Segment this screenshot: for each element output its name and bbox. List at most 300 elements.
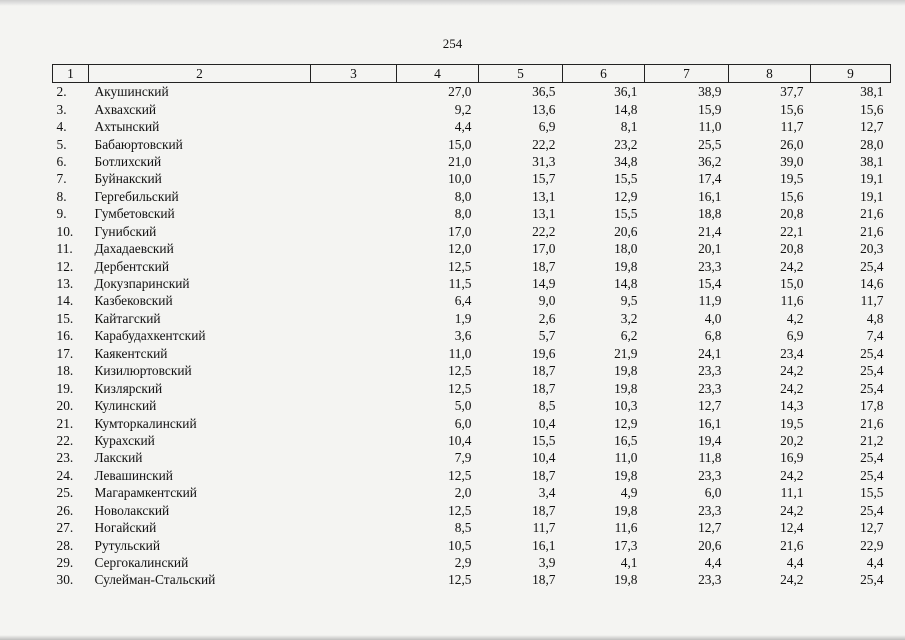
district-name: Гумбетовский bbox=[94, 206, 175, 222]
cell-col-8: 11,7 bbox=[780, 119, 804, 135]
cell-col-4: 8,0 bbox=[454, 206, 472, 222]
cell-col-7: 18,8 bbox=[698, 206, 722, 222]
cell-col-5: 17,0 bbox=[532, 241, 556, 257]
row-number: 4. bbox=[56, 119, 67, 135]
column-header-2: 2 bbox=[89, 65, 311, 83]
cell-col-6: 19,8 bbox=[614, 467, 638, 483]
cell-col-4: 12,5 bbox=[448, 380, 472, 396]
cell-col-8: 12,4 bbox=[780, 520, 804, 536]
row-number: 2. bbox=[56, 84, 67, 100]
cell-col-5: 13,6 bbox=[532, 101, 556, 117]
cell-col-6: 18,0 bbox=[614, 241, 638, 257]
cell-col-9: 28,0 bbox=[860, 136, 884, 152]
cell-col-3 bbox=[311, 275, 397, 292]
cell-col-4: 15,0 bbox=[448, 136, 472, 152]
cell-col-5: 13,1 bbox=[532, 206, 556, 222]
cell-col-3 bbox=[311, 223, 397, 240]
cell-col-9: 20,3 bbox=[860, 241, 884, 257]
district-name: Сергокалинский bbox=[94, 555, 189, 571]
cell-col-6: 12,9 bbox=[614, 415, 638, 431]
column-header-8: 8 bbox=[729, 65, 811, 83]
cell-col-5: 13,1 bbox=[532, 188, 556, 204]
cell-col-5: 15,5 bbox=[532, 432, 556, 448]
cell-col-9: 25,4 bbox=[860, 572, 884, 588]
row-number: 8. bbox=[56, 188, 67, 204]
cell-col-7: 15,9 bbox=[698, 101, 722, 117]
cell-col-4: 8,0 bbox=[454, 188, 472, 204]
district-name: Гунибский bbox=[94, 223, 157, 239]
row-number: 10. bbox=[56, 223, 74, 239]
cell-col-5: 18,7 bbox=[532, 380, 556, 396]
cell-col-8: 19,5 bbox=[780, 415, 804, 431]
row-number: 7. bbox=[56, 171, 67, 187]
cell-col-9: 4,4 bbox=[866, 555, 884, 571]
cell-col-4: 17,0 bbox=[448, 223, 472, 239]
cell-col-5: 3,9 bbox=[538, 555, 556, 571]
cell-col-4: 6,4 bbox=[454, 293, 472, 309]
row-number: 9. bbox=[56, 206, 67, 222]
cell-col-8: 20,8 bbox=[780, 241, 804, 257]
district-name: Буйнакский bbox=[94, 171, 162, 187]
cell-col-4: 12,5 bbox=[448, 467, 472, 483]
cell-col-8: 4,4 bbox=[786, 555, 804, 571]
column-header-1: 1 bbox=[53, 65, 89, 83]
cell-col-6: 16,5 bbox=[614, 432, 638, 448]
cell-col-6: 8,1 bbox=[620, 119, 638, 135]
cell-col-9: 19,1 bbox=[860, 188, 884, 204]
header-row bbox=[53, 65, 891, 83]
cell-col-7: 23,3 bbox=[698, 502, 722, 518]
district-name: Ахтынский bbox=[94, 119, 160, 135]
cell-col-8: 23,4 bbox=[780, 345, 804, 361]
cell-col-3 bbox=[311, 484, 397, 501]
cell-col-5: 2,6 bbox=[538, 310, 556, 326]
district-name: Рутульский bbox=[94, 537, 160, 553]
cell-col-9: 21,2 bbox=[860, 432, 884, 448]
cell-col-4: 10,5 bbox=[448, 537, 472, 553]
column-header-9: 9 bbox=[811, 65, 891, 83]
cell-col-3 bbox=[311, 554, 397, 571]
table-row bbox=[53, 362, 891, 379]
district-name: Бабаюртовский bbox=[94, 136, 183, 152]
cell-col-8: 11,6 bbox=[780, 293, 804, 309]
cell-col-9: 38,1 bbox=[860, 153, 884, 169]
cell-col-3 bbox=[311, 502, 397, 519]
cell-col-5: 14,9 bbox=[532, 276, 556, 292]
cell-col-5: 6,9 bbox=[538, 119, 556, 135]
cell-col-7: 6,8 bbox=[704, 328, 722, 344]
cell-col-8: 11,1 bbox=[780, 485, 804, 501]
column-header-6: 6 bbox=[563, 65, 645, 83]
cell-col-7: 23,3 bbox=[698, 380, 722, 396]
district-name: Ахвахский bbox=[94, 101, 157, 117]
table-row bbox=[53, 275, 891, 292]
cell-col-6: 4,1 bbox=[620, 555, 638, 571]
cell-col-3 bbox=[311, 118, 397, 135]
cell-col-5: 11,7 bbox=[532, 520, 556, 536]
cell-col-6: 11,0 bbox=[614, 450, 638, 466]
table-body bbox=[53, 83, 891, 589]
cell-col-3 bbox=[311, 135, 397, 152]
cell-col-6: 34,8 bbox=[614, 153, 638, 169]
cell-col-9: 25,4 bbox=[860, 380, 884, 396]
row-number: 12. bbox=[56, 258, 74, 274]
cell-col-7: 6,0 bbox=[704, 485, 722, 501]
row-number: 19. bbox=[56, 380, 74, 396]
cell-col-7: 36,2 bbox=[698, 153, 722, 169]
cell-col-3 bbox=[311, 449, 397, 466]
cell-col-7: 23,3 bbox=[698, 467, 722, 483]
row-number: 20. bbox=[56, 398, 74, 414]
cell-col-7: 11,9 bbox=[698, 293, 722, 309]
cell-col-3 bbox=[311, 571, 397, 588]
cell-col-4: 10,0 bbox=[448, 171, 472, 187]
cell-col-7: 17,4 bbox=[698, 171, 722, 187]
cell-col-7: 19,4 bbox=[698, 432, 722, 448]
cell-col-6: 3,2 bbox=[620, 310, 638, 326]
cell-col-3 bbox=[311, 467, 397, 484]
cell-col-8: 16,9 bbox=[780, 450, 804, 466]
cell-col-5: 31,3 bbox=[532, 153, 556, 169]
row-number: 30. bbox=[56, 572, 74, 588]
table-row bbox=[53, 170, 891, 187]
cell-col-5: 5,7 bbox=[538, 328, 556, 344]
cell-col-3 bbox=[311, 257, 397, 274]
table-row bbox=[53, 554, 891, 571]
table-row bbox=[53, 153, 891, 170]
cell-col-8: 15,0 bbox=[780, 276, 804, 292]
cell-col-4: 12,0 bbox=[448, 241, 472, 257]
column-header-5: 5 bbox=[479, 65, 563, 83]
table-row bbox=[53, 310, 891, 327]
cell-col-4: 12,5 bbox=[448, 572, 472, 588]
cell-col-3 bbox=[311, 379, 397, 396]
cell-col-9: 38,1 bbox=[860, 84, 884, 100]
cell-col-4: 12,5 bbox=[448, 363, 472, 379]
cell-col-5: 3,4 bbox=[538, 485, 556, 501]
district-name: Казбековский bbox=[94, 293, 173, 309]
cell-col-4: 11,5 bbox=[448, 276, 472, 292]
cell-col-6: 6,2 bbox=[620, 328, 638, 344]
table-row bbox=[53, 83, 891, 101]
cell-col-9: 12,7 bbox=[860, 119, 884, 135]
table-row bbox=[53, 223, 891, 240]
cell-col-5: 18,7 bbox=[532, 363, 556, 379]
table-row bbox=[53, 240, 891, 257]
cell-col-6: 23,2 bbox=[614, 136, 638, 152]
column-header-3: 3 bbox=[311, 65, 397, 83]
table-row bbox=[53, 379, 891, 396]
district-name: Ботлихский bbox=[94, 153, 162, 169]
cell-col-3 bbox=[311, 362, 397, 379]
cell-col-9: 19,1 bbox=[860, 171, 884, 187]
table-row bbox=[53, 292, 891, 309]
cell-col-4: 5,0 bbox=[454, 398, 472, 414]
row-number: 23. bbox=[56, 450, 74, 466]
table-row bbox=[53, 449, 891, 466]
cell-col-7: 16,1 bbox=[698, 188, 722, 204]
table-row bbox=[53, 467, 891, 484]
cell-col-3 bbox=[311, 240, 397, 257]
district-name: Карабудахкентский bbox=[94, 328, 206, 344]
cell-col-5: 9,0 bbox=[538, 293, 556, 309]
cell-col-7: 20,1 bbox=[698, 241, 722, 257]
district-name: Лакский bbox=[94, 450, 143, 466]
cell-col-5: 15,7 bbox=[532, 171, 556, 187]
cell-col-6: 19,8 bbox=[614, 363, 638, 379]
cell-col-3 bbox=[311, 397, 397, 414]
district-name: Каякентский bbox=[94, 345, 168, 361]
cell-col-6: 19,8 bbox=[614, 258, 638, 274]
table-row bbox=[53, 257, 891, 274]
cell-col-8: 24,2 bbox=[780, 467, 804, 483]
cell-col-3 bbox=[311, 519, 397, 536]
cell-col-7: 23,3 bbox=[698, 572, 722, 588]
row-number: 28. bbox=[56, 537, 74, 553]
page-number: 254 bbox=[442, 36, 463, 51]
cell-col-4: 2,9 bbox=[454, 555, 472, 571]
row-number: 18. bbox=[56, 363, 74, 379]
cell-col-8: 26,0 bbox=[780, 136, 804, 152]
row-number: 22. bbox=[56, 432, 74, 448]
cell-col-5: 16,1 bbox=[532, 537, 556, 553]
cell-col-9: 15,6 bbox=[860, 101, 884, 117]
cell-col-9: 22,9 bbox=[860, 537, 884, 553]
column-header-4: 4 bbox=[397, 65, 479, 83]
cell-col-3 bbox=[311, 205, 397, 222]
scan-edge-top bbox=[0, 0, 905, 6]
cell-col-4: 8,5 bbox=[454, 520, 472, 536]
row-number: 25. bbox=[56, 485, 74, 501]
row-number: 14. bbox=[56, 293, 74, 309]
cell-col-6: 36,1 bbox=[614, 84, 638, 100]
cell-col-7: 12,7 bbox=[698, 520, 722, 536]
district-name: Кизилюртовский bbox=[94, 363, 192, 379]
cell-col-3 bbox=[311, 83, 397, 101]
cell-col-7: 20,6 bbox=[698, 537, 722, 553]
cell-col-5: 18,7 bbox=[532, 572, 556, 588]
cell-col-5: 8,5 bbox=[538, 398, 556, 414]
cell-col-5: 18,7 bbox=[532, 467, 556, 483]
cell-col-9: 21,6 bbox=[860, 223, 884, 239]
table-row bbox=[53, 571, 891, 588]
cell-col-6: 10,3 bbox=[614, 398, 638, 414]
cell-col-7: 21,4 bbox=[698, 223, 722, 239]
cell-col-7: 24,1 bbox=[698, 345, 722, 361]
cell-col-4: 27,0 bbox=[448, 84, 472, 100]
cell-col-9: 15,5 bbox=[860, 485, 884, 501]
cell-col-4: 21,0 bbox=[448, 153, 472, 169]
cell-col-6: 11,6 bbox=[614, 520, 638, 536]
cell-col-9: 25,4 bbox=[860, 363, 884, 379]
cell-col-6: 4,9 bbox=[620, 485, 638, 501]
table-row bbox=[53, 414, 891, 431]
cell-col-4: 12,5 bbox=[448, 258, 472, 274]
cell-col-8: 4,2 bbox=[786, 310, 804, 326]
cell-col-6: 15,5 bbox=[614, 206, 638, 222]
cell-col-3 bbox=[311, 292, 397, 309]
table-row bbox=[53, 397, 891, 414]
cell-col-7: 38,9 bbox=[698, 84, 722, 100]
district-name: Кайтагский bbox=[94, 310, 161, 326]
row-number: 21. bbox=[56, 415, 74, 431]
cell-col-8: 19,5 bbox=[780, 171, 804, 187]
cell-col-3 bbox=[311, 432, 397, 449]
cell-col-9: 25,4 bbox=[860, 502, 884, 518]
row-number: 13. bbox=[56, 276, 74, 292]
cell-col-9: 7,4 bbox=[866, 328, 884, 344]
row-number: 27. bbox=[56, 520, 74, 536]
table-row bbox=[53, 205, 891, 222]
cell-col-4: 12,5 bbox=[448, 502, 472, 518]
cell-col-9: 25,4 bbox=[860, 467, 884, 483]
cell-col-9: 25,4 bbox=[860, 450, 884, 466]
column-header-7: 7 bbox=[645, 65, 729, 83]
cell-col-5: 10,4 bbox=[532, 450, 556, 466]
cell-col-8: 24,2 bbox=[780, 502, 804, 518]
cell-col-8: 22,1 bbox=[780, 223, 804, 239]
district-name: Докузпаринский bbox=[94, 276, 190, 292]
cell-col-8: 21,6 bbox=[780, 537, 804, 553]
row-number: 6. bbox=[56, 153, 67, 169]
cell-col-9: 14,6 bbox=[860, 276, 884, 292]
cell-col-4: 4,4 bbox=[454, 119, 472, 135]
cell-col-6: 17,3 bbox=[614, 537, 638, 553]
cell-col-9: 25,4 bbox=[860, 258, 884, 274]
district-name: Новолакский bbox=[94, 502, 170, 518]
district-name: Магарамкентский bbox=[94, 485, 197, 501]
district-name: Дербентский bbox=[94, 258, 169, 274]
district-name: Акушинский bbox=[94, 84, 169, 100]
cell-col-4: 11,0 bbox=[448, 345, 472, 361]
cell-col-6: 21,9 bbox=[614, 345, 638, 361]
cell-col-6: 12,9 bbox=[614, 188, 638, 204]
row-number: 15. bbox=[56, 310, 74, 326]
row-number: 11. bbox=[56, 241, 73, 257]
table-row bbox=[53, 188, 891, 205]
scan-edge-bottom bbox=[0, 635, 905, 640]
table-row bbox=[53, 502, 891, 519]
cell-col-6: 20,6 bbox=[614, 223, 638, 239]
cell-col-7: 15,4 bbox=[698, 276, 722, 292]
cell-col-9: 4,8 bbox=[866, 310, 884, 326]
cell-col-8: 14,3 bbox=[780, 398, 804, 414]
table-row bbox=[53, 327, 891, 344]
cell-col-6: 9,5 bbox=[620, 293, 638, 309]
cell-col-8: 24,2 bbox=[780, 572, 804, 588]
cell-col-3 bbox=[311, 188, 397, 205]
table-row bbox=[53, 100, 891, 117]
cell-col-4: 6,0 bbox=[454, 415, 472, 431]
row-number: 26. bbox=[56, 502, 74, 518]
cell-col-6: 19,8 bbox=[614, 572, 638, 588]
cell-col-7: 23,3 bbox=[698, 258, 722, 274]
row-number: 5. bbox=[56, 136, 67, 152]
table-row bbox=[53, 519, 891, 536]
cell-col-6: 15,5 bbox=[614, 171, 638, 187]
table-row bbox=[53, 118, 891, 135]
row-number: 16. bbox=[56, 328, 74, 344]
cell-col-7: 16,1 bbox=[698, 415, 722, 431]
table-header bbox=[53, 65, 891, 83]
cell-col-9: 17,8 bbox=[860, 398, 884, 414]
district-name: Дахадаевский bbox=[94, 241, 174, 257]
district-name: Кизлярский bbox=[94, 380, 163, 396]
row-number: 24. bbox=[56, 467, 74, 483]
cell-col-3 bbox=[311, 170, 397, 187]
cell-col-7: 4,0 bbox=[704, 310, 722, 326]
table-row bbox=[53, 484, 891, 501]
cell-col-8: 20,8 bbox=[780, 206, 804, 222]
cell-col-8: 20,2 bbox=[780, 432, 804, 448]
district-name: Кулинский bbox=[94, 398, 157, 414]
district-name: Курахский bbox=[94, 432, 155, 448]
cell-col-3 bbox=[311, 327, 397, 344]
cell-col-4: 10,4 bbox=[448, 432, 472, 448]
table-row bbox=[53, 432, 891, 449]
table-row bbox=[53, 536, 891, 553]
cell-col-7: 11,8 bbox=[698, 450, 722, 466]
cell-col-4: 2,0 bbox=[454, 485, 472, 501]
cell-col-8: 39,0 bbox=[780, 153, 804, 169]
cell-col-6: 19,8 bbox=[614, 502, 638, 518]
district-name: Левашинский bbox=[94, 467, 173, 483]
cell-col-8: 24,2 bbox=[780, 380, 804, 396]
cell-col-3 bbox=[311, 414, 397, 431]
row-number: 17. bbox=[56, 345, 74, 361]
cell-col-8: 15,6 bbox=[780, 101, 804, 117]
table-row bbox=[53, 135, 891, 152]
cell-col-5: 10,4 bbox=[532, 415, 556, 431]
cell-col-5: 19,6 bbox=[532, 345, 556, 361]
row-number: 29. bbox=[56, 555, 74, 571]
cell-col-5: 36,5 bbox=[532, 84, 556, 100]
cell-col-8: 24,2 bbox=[780, 258, 804, 274]
cell-col-5: 22,2 bbox=[532, 223, 556, 239]
cell-col-3 bbox=[311, 100, 397, 117]
cell-col-9: 21,6 bbox=[860, 415, 884, 431]
cell-col-3 bbox=[311, 310, 397, 327]
cell-col-5: 22,2 bbox=[532, 136, 556, 152]
cell-col-7: 11,0 bbox=[698, 119, 722, 135]
district-name: Кумторкалинский bbox=[94, 415, 197, 431]
data-table bbox=[52, 64, 891, 589]
cell-col-7: 23,3 bbox=[698, 363, 722, 379]
cell-col-4: 9,2 bbox=[454, 101, 472, 117]
cell-col-9: 12,7 bbox=[860, 520, 884, 536]
cell-col-8: 15,6 bbox=[780, 188, 804, 204]
cell-col-8: 6,9 bbox=[786, 328, 804, 344]
cell-col-6: 19,8 bbox=[614, 380, 638, 396]
cell-col-8: 24,2 bbox=[780, 363, 804, 379]
cell-col-9: 11,7 bbox=[860, 293, 884, 309]
table-row bbox=[53, 345, 891, 362]
cell-col-7: 12,7 bbox=[698, 398, 722, 414]
cell-col-5: 18,7 bbox=[532, 258, 556, 274]
cell-col-6: 14,8 bbox=[614, 101, 638, 117]
cell-col-4: 7,9 bbox=[454, 450, 472, 466]
district-name: Гергебильский bbox=[94, 188, 179, 204]
cell-col-7: 4,4 bbox=[704, 555, 722, 571]
cell-col-4: 3,6 bbox=[454, 328, 472, 344]
cell-col-6: 14,8 bbox=[614, 276, 638, 292]
cell-col-7: 25,5 bbox=[698, 136, 722, 152]
cell-col-3 bbox=[311, 536, 397, 553]
cell-col-3 bbox=[311, 345, 397, 362]
cell-col-8: 37,7 bbox=[780, 84, 804, 100]
cell-col-5: 18,7 bbox=[532, 502, 556, 518]
district-name: Ногайский bbox=[94, 520, 157, 536]
